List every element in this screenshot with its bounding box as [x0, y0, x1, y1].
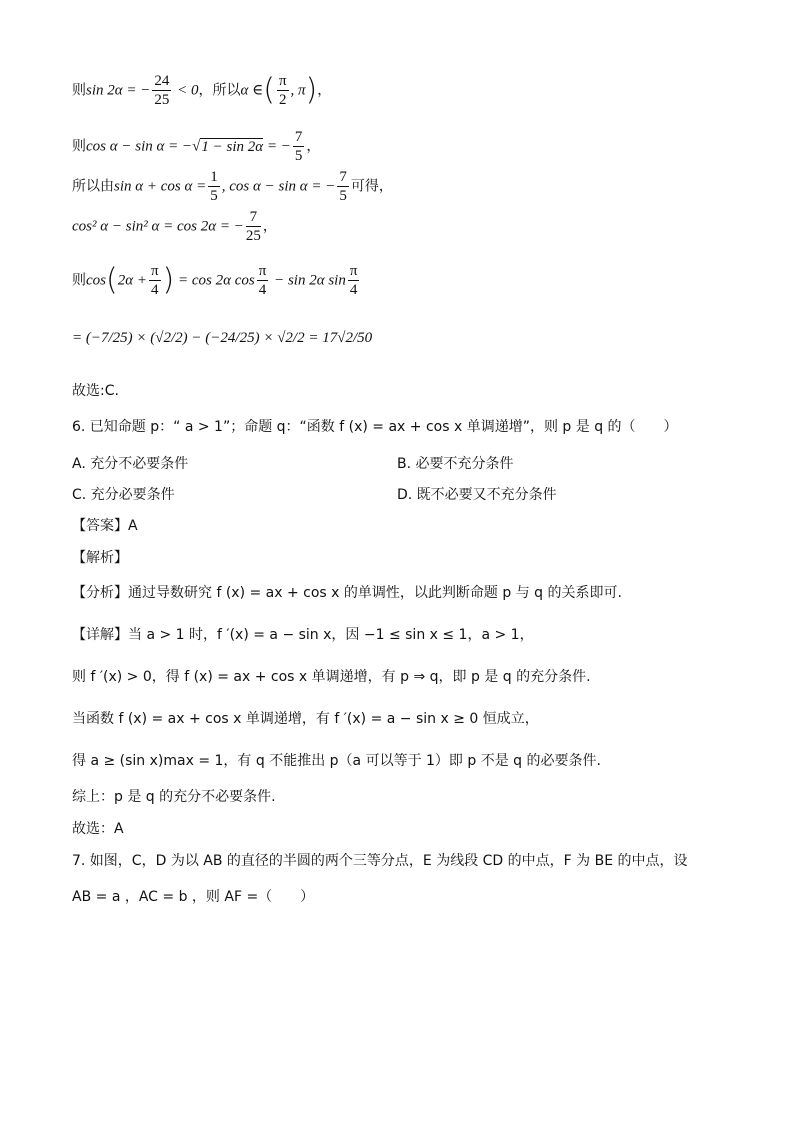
line-cos-sum: 则cos(2α + $\frac{\pi}{4}$ ) = cos 2α cos $\frac{\pi}{4}$ − sin 2α sin $\frac{\pi}{4}$ [72, 262, 358, 298]
denominator: 4 [349, 282, 358, 298]
fraction [149, 262, 161, 299]
detail-1: 【详解】当 a > 1 时，f ′(x) = a − sin x，因 −1 ≤ sin x ≤ 1，a > 1， [72, 627, 534, 643]
numerator: 7 [294, 129, 303, 145]
text: ，所以 [198, 82, 241, 99]
denominator: 25 [154, 92, 170, 108]
numerator: π [349, 263, 358, 279]
detail-6: 故选：A [72, 821, 124, 837]
option-a: A. 充分不必要条件 [72, 456, 189, 472]
line-choose-c: 故选:C. [72, 383, 119, 399]
text: 所以由 [72, 178, 114, 195]
line-result: = (−7/25) × (√2/2) − (−24/25) × √2/2 = 17√2/50 [72, 330, 373, 346]
math: = − [263, 138, 291, 155]
math: − sin 2α sin [270, 272, 346, 289]
line-cos-minus-sin [72, 128, 320, 165]
numerator: 7 [246, 208, 261, 227]
text: 则 [72, 82, 86, 99]
question-7-vectors: AB = a ，AC = b ，则 AF =（ ） [72, 889, 315, 905]
math: sin 2α = − [86, 82, 151, 99]
numerator: 1 [210, 169, 218, 185]
denominator: 5 [210, 188, 218, 204]
denominator: 2 [278, 92, 287, 108]
math: 2α + [117, 272, 147, 289]
denominator: 4 [258, 282, 267, 298]
math: , cos α − sin α = − [221, 178, 336, 195]
math: cos [86, 272, 106, 289]
detail-3: 当函数 f (x) = ax + cos x 单调递增，有 f ′(x) = a − sin x ≥ 0 恒成立， [72, 711, 539, 727]
math: = cos 2α cos [174, 272, 255, 289]
math: sin α + cos α = [114, 178, 207, 195]
denominator: 5 [294, 148, 303, 164]
denominator: 25 [245, 228, 261, 244]
answer: 【答案】A [72, 518, 138, 534]
fraction [348, 262, 360, 299]
option-b: B. 必要不充分条件 [397, 456, 514, 472]
line-cos2a [72, 208, 277, 245]
analysis-heading: 【解析】 [72, 550, 128, 566]
question-7: 7. 如图，C，D 为以 AB 的直径的半圆的两个三等分点，E 为线段 CD 的中点，F 为 BE 的中点，设 [72, 853, 688, 869]
detail-2: 则 f ′(x) > 0，得 f (x) = ax + cos x 单调递增，有 p ⇒ q，即 p 是 q 的充分条件. [72, 669, 591, 685]
numerator: 24 [154, 73, 170, 89]
numerator: π [258, 263, 267, 279]
text: ， [262, 218, 277, 235]
fraction [246, 208, 261, 245]
math: α ∈ [240, 82, 264, 99]
fraction [337, 168, 349, 205]
option-d: D. 既不必要又不充分条件 [397, 487, 557, 503]
analysis-fenxi: 【分析】通过导数研究 f (x) = ax + cos x 的单调性，以此判断命题 p 与 q 的关系即可. [72, 585, 622, 601]
text: 则 [72, 138, 86, 155]
denominator: 4 [151, 282, 159, 298]
text: ， [317, 82, 332, 99]
numerator: π [150, 263, 159, 279]
text: ， [306, 138, 321, 155]
fraction [208, 168, 220, 205]
math: , π [290, 82, 306, 99]
detail-4: 得 a ≥ (sin x)max = 1，有 q 不能推出 p（a 可以等于 1）即 p 不是 q 的必要条件. [72, 753, 601, 769]
math: 1 − sin 2α [201, 138, 264, 155]
detail-5: 综上：p 是 q 的充分不必要条件. [72, 789, 276, 805]
numerator: 7 [339, 169, 347, 185]
line-sin2a: 则sin 2α = − $\frac{24}{25}$ < 0，所以α ∈( $\frac{\pi}{2}$ , π)， [72, 72, 332, 108]
denominator: 5 [339, 188, 347, 204]
text: 则 [72, 272, 86, 289]
line-from [72, 168, 393, 205]
option-c: C. 充分必要条件 [72, 487, 175, 503]
math: cos² α − sin² α = cos 2α = − [72, 218, 244, 235]
numerator: π [278, 73, 287, 89]
text: 可得， [350, 178, 393, 195]
fraction [152, 72, 171, 109]
math: cos α − sin α = −√ [86, 138, 201, 155]
fraction [293, 128, 305, 165]
question-6: 6. 已知命题 p：“ a > 1”；命题 q：“函数 f (x) = ax + cos x 单调递增”，则 p 是 q 的（ ） [72, 419, 678, 435]
fraction [277, 72, 289, 109]
math: < 0 [173, 82, 199, 99]
fraction [257, 262, 269, 299]
